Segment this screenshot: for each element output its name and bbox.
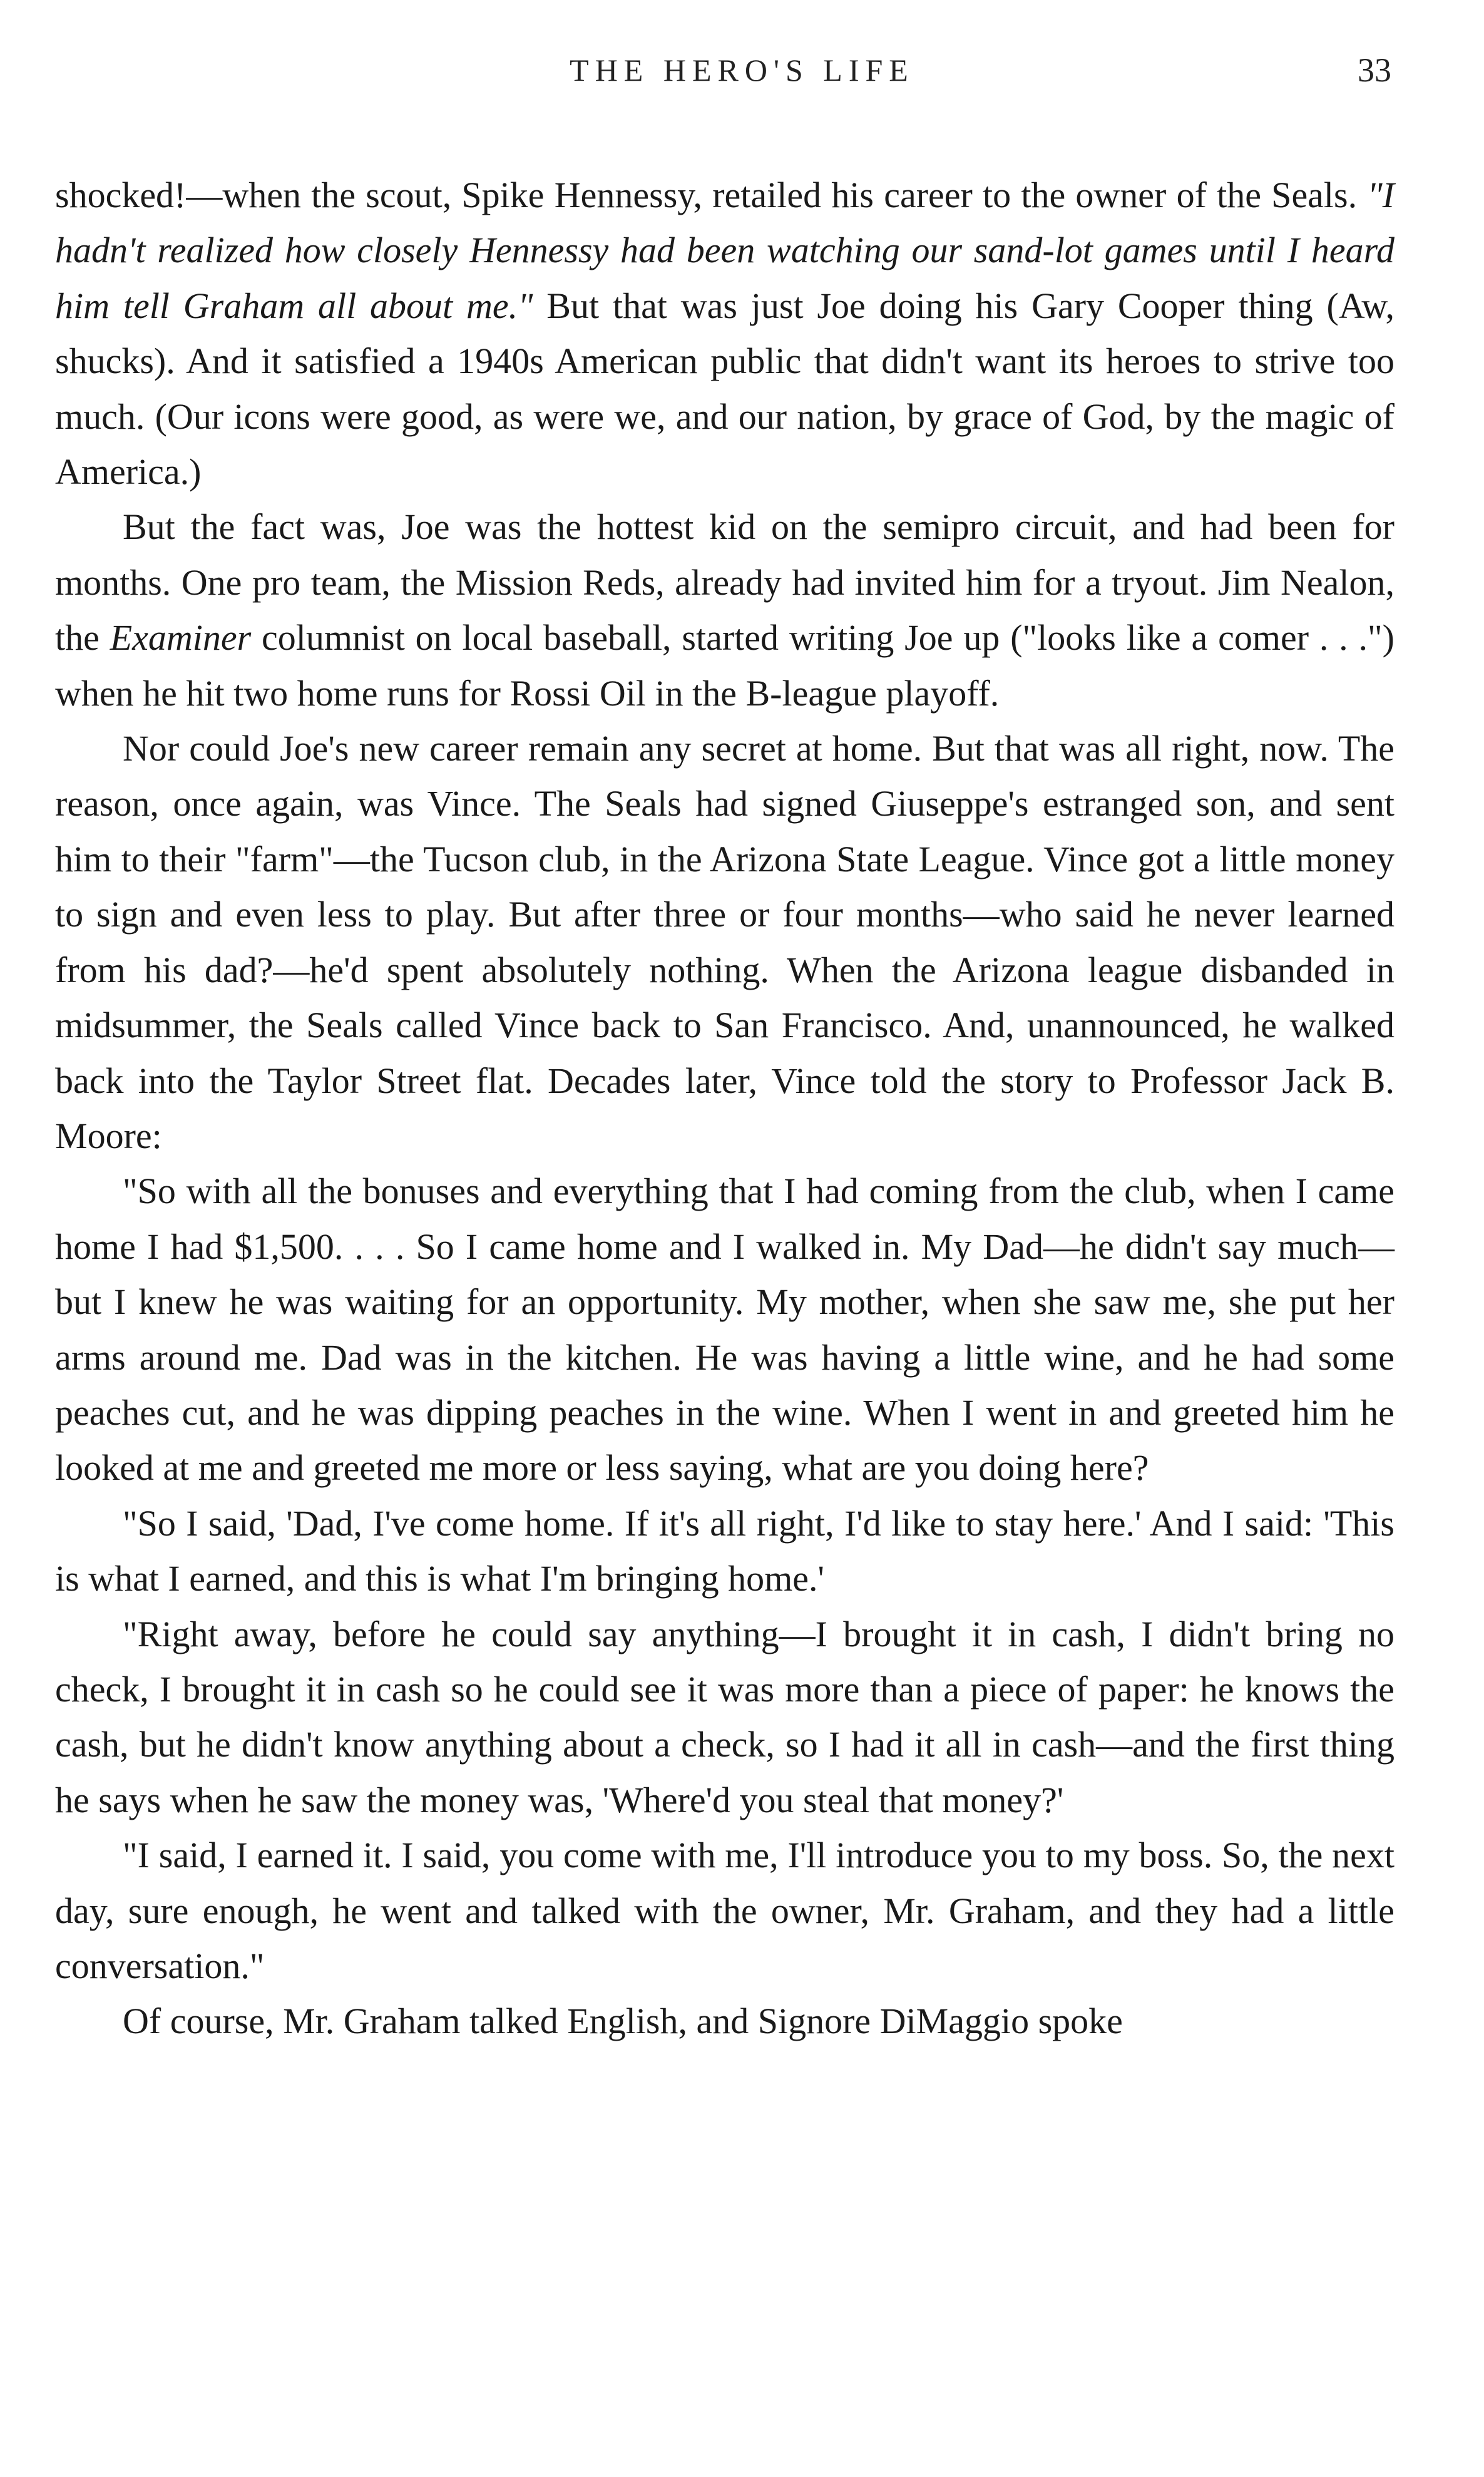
page-number: 33	[1358, 51, 1391, 89]
body-text	[55, 168, 1394, 2049]
paragraph: "I said, I earned it. I said, you come with me, I'll introduce you to my boss. So, the next day, sure enough, he went and talked with the owner, Mr. Graham, and they had a little conversation."	[55, 1835, 1394, 1986]
paragraph	[55, 168, 1394, 500]
paragraph-text: columnist on local baseball, started writing Joe up ("looks like a comer . . .") when he hit two home runs for Rossi Oil in the B-league playoff.	[55, 617, 1394, 714]
paragraph: Of course, Mr. Graham talked English, and Signore DiMaggio spoke	[123, 2001, 1123, 2042]
paragraph: "So I said, 'Dad, I've come home. If it's all right, I'd like to stay here.' And I said: 'This is what I earned, and this is what I'm bringing home.'	[55, 1502, 1394, 1599]
italic-publication-name: Examiner	[110, 617, 252, 659]
paragraph-text: But the fact was, Joe was the hottest kid on the semipro circuit, and had been for months. One pro team, the Mission Reds, already had invited him for a tryout. Jim Nealon, the	[55, 506, 1394, 659]
paragraph	[55, 500, 1394, 721]
paragraph: "So with all the bonuses and everything that I had coming from the club, when I came home I had $1,500. . . . So I came home and I walked in. My Dad—he didn't say much—but I knew he was waiting for an opportunity. My mother, when she saw me, she put her arms around me. Dad was in the kitchen. He was having a little wine, and he had some peaches cut, and he was dipping peaches in the wine. When I went in and greeted him he looked at me and greeted me more or less saying, what are you doing here?	[55, 1171, 1394, 1489]
page-header	[0, 45, 1484, 95]
paragraph-text: But that was just Joe doing his Gary Cooper thing (Aw, shucks). And it satisfied a 1940s American public that didn't want its heroes to strive too much. (Our icons were good, as were we, and our nation, by grace of God, by the magic of America.)	[55, 285, 1395, 493]
paragraph-text: shocked!—when the scout, Spike Hennessy, retailed his career to the owner of the Seals.	[55, 175, 1368, 215]
italic-quote: "I hadn't realized how closely Hennessy had been watching our sand-lot games until I heard him tell Graham all about me."	[55, 175, 1394, 326]
paragraph: Nor could Joe's new career remain any secret at home. But that was all right, now. The reason, once again, was Vince. The Seals had signed Giuseppe's estranged son, and sent him to their "farm"—the Tucson club, in the Arizona State League. Vince got a little money to sign and even less to play. But after three or four months—who said he never learned from his dad?—he'd spent absolutely nothing. When the Arizona league disbanded in midsummer, the Seals called Vince back to San Francisco. And, unannounced, he walked back into the Taylor Street flat. Decades later, Vince told the story to Professor Jack B. Moore:	[55, 728, 1394, 1156]
paragraph: "Right away, before he could say anything—I brought it in cash, I didn't bring no check, I brought it in cash so he could see it was more than a piece of paper: he knows the cash, but he didn't know anything about a check, so I had it all in cash—and the first thing he says when he saw the money was, 'Where'd you steal that money?'	[55, 1613, 1394, 1820]
running-head: THE HERO'S LIFE	[570, 53, 914, 88]
